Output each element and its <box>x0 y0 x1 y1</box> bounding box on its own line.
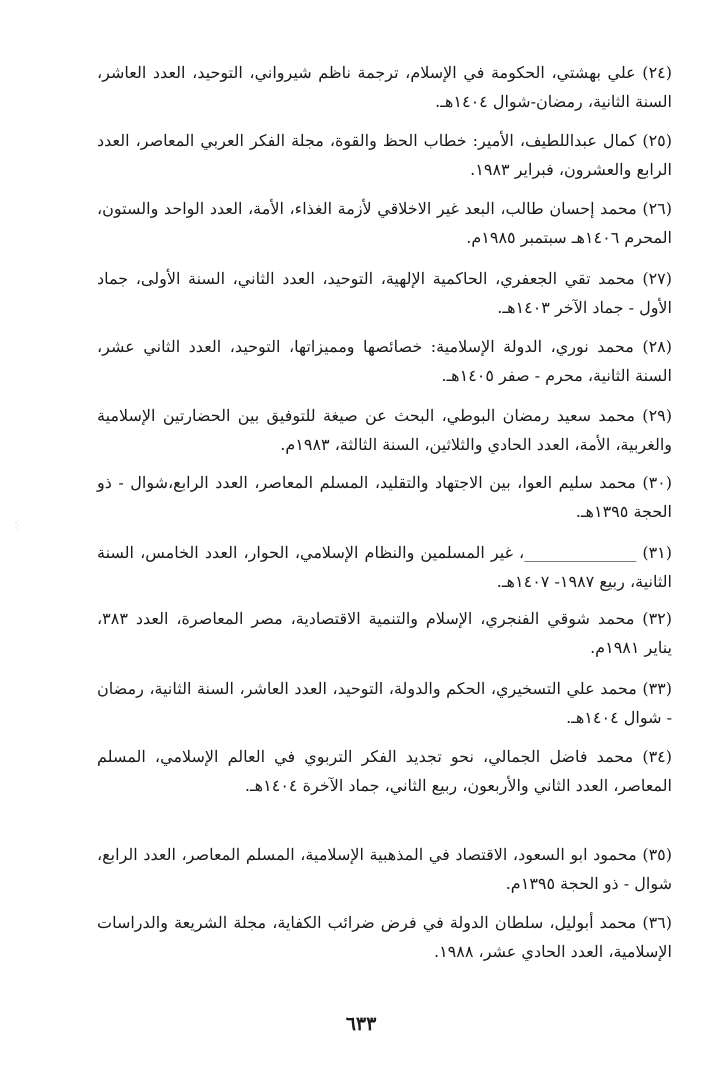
reference-30: (٣٠) محمد سليم العوا، بين الاجتهاد والتقليد، المسلم المعاصر، العدد الرابع،شوال - ذو الحجة ١٣٩٥هـ. <box>97 473 672 521</box>
reference-29: (٢٩) محمد سعيد رمضان البوطي، البحث عن صيغة للتوفيق بين الحضارتين الإسلامية والغربية، الأمة، العدد الحادي والثلاثين، السنة الثالثة، ١٩٨٣م. <box>97 406 672 454</box>
reference-27: (٢٧) محمد تقي الجعفري، الحاكمية الإلهية، التوحيد، العدد الثاني، السنة الأولى، جماد الأول - جماد الآخر ١٤٠٣هـ. <box>97 269 672 317</box>
reference-35: (٣٥) محمود ابو السعود، الاقتصاد في المذهبية الإسلامية، المسلم المعاصر، العدد الرابع، شوال - ذو الحجة ١٣٩٥م. <box>97 845 672 893</box>
page-number: ٦٣٣ <box>345 1013 377 1035</box>
reference-28: (٢٨) محمد نوري، الدولة الإسلامية: خصائصها ومميزاتها، التوحيد، العدد الثاني عشر، السنة الثانية، محرم - صفر ١٤٠٥هـ. <box>97 337 672 385</box>
reference-25: (٢٥) كمال عبداللطيف، الأمير: خطاب الحظ والقوة، مجلة الفكر العربي المعاصر، العدد الرابع والعشرون، فبراير ١٩٨٣. <box>97 131 672 179</box>
reference-24: (٢٤) علي بهشتي، الحكومة في الإسلام، ترجمة ناظم شيرواني، التوحيد، العدد العاشر، السنة الثانية، رمضان-شوال ١٤٠٤هـ. <box>97 63 672 111</box>
reference-31: (٣١) ______________، غير المسلمين والنظام الإسلامي، الحوار، العدد الخامس، السنة الثانية، ربيع ١٩٨٧- ١٤٠٧هـ. <box>97 543 672 591</box>
reference-33: (٣٣) محمد علي التسخيري، الحكم والدولة، التوحيد، العدد العاشر، السنة الثانية، رمضان - شوال ١٤٠٤هـ. <box>97 679 672 727</box>
scan-speck-mark <box>14 520 20 532</box>
reference-32: (٣٢) محمد شوقي الفنجري، الإسلام والتنمية الاقتصادية، مصر المعاصرة، العدد ٣٨٣، يناير ١٩٨١م. <box>97 609 672 657</box>
reference-36: (٣٦) محمد أبوليل، سلطان الدولة في فرض ضرائب الكفاية، مجلة الشريعة والدراسات الإسلامية، العدد الحادي عشر، ١٩٨٨. <box>97 913 672 961</box>
reference-26: (٢٦) محمد إحسان طالب، البعد غير الاخلاقي لأزمة الغذاء، الأمة، العدد الواحد والستون، المحرم ١٤٠٦هـ سبتمبر ١٩٨٥م. <box>97 199 672 247</box>
reference-34: (٣٤) محمد فاضل الجمالي، نحو تجديد الفكر التربوي في العالم الإسلامي، المسلم المعاصر، العدد الثاني والأربعون، ربيع الثاني، جماد الآخرة ١٤٠٤هـ. <box>97 747 672 795</box>
